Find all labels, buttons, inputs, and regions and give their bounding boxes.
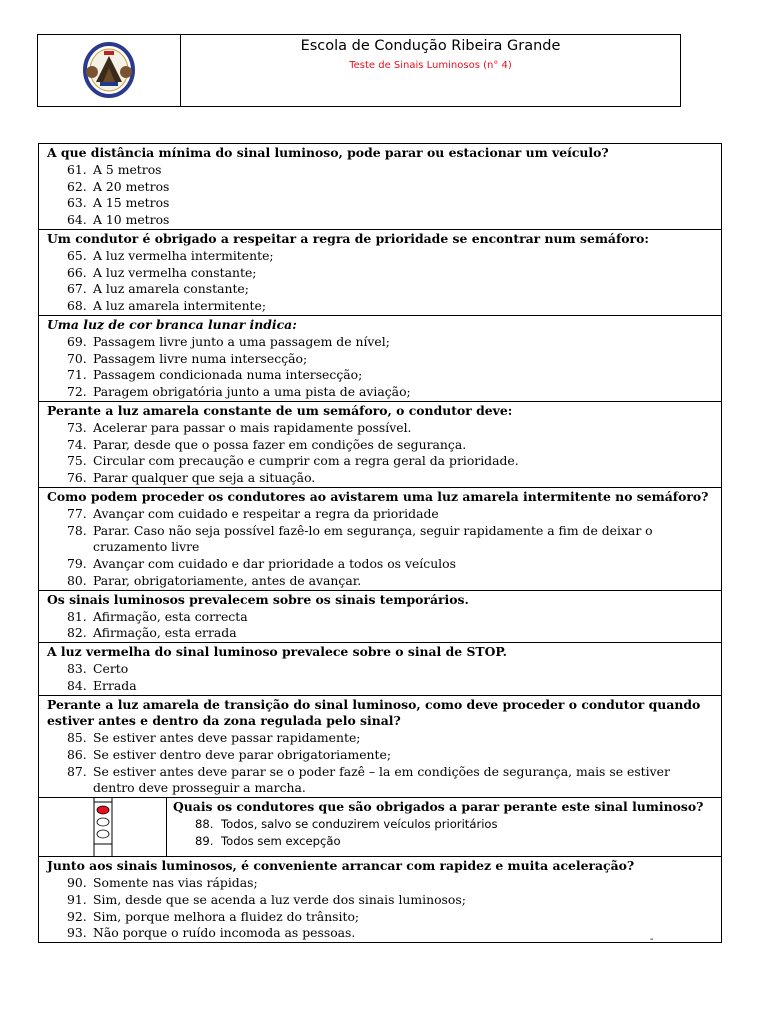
option-number: 64. (67, 212, 87, 228)
option-number: 73. (67, 419, 87, 435)
option-text: Passagem livre junto a uma passagem de nível; (93, 333, 390, 349)
option-text: A luz vermelha intermitente; (93, 247, 274, 263)
answer-option[interactable] (47, 334, 721, 351)
answer-option[interactable] (47, 248, 721, 265)
option-text: A luz vermelha constante; (93, 264, 257, 280)
option-number: 87. (67, 763, 87, 779)
question-text: Junto aos sinais luminosos, é conveniente arrancar com rapidez e muita aceleração? (47, 858, 635, 874)
option-number: 69. (67, 333, 87, 349)
option-text: Sim, desde que se acenda a luz verde dos sinais luminosos; (93, 891, 466, 907)
option-text: Afirmação, esta errada (93, 625, 237, 641)
answer-option[interactable] (47, 609, 721, 626)
footer-mark: - (650, 934, 654, 945)
answer-option[interactable] (47, 212, 721, 229)
option-text: Parar, obrigatoriamente, antes de avançar. (93, 572, 362, 588)
question-text: Um condutor é obrigado a respeitar a regra de prioridade se encontrar num semáforo: (47, 230, 649, 246)
option-text: Não porque o ruído incomoda as pessoas. (93, 925, 356, 941)
option-text: Avançar com cuidado e dar prioridade a todos os veículos (93, 556, 456, 572)
answer-option[interactable] (47, 747, 721, 764)
answer-option[interactable] (47, 265, 721, 282)
answer-option[interactable] (47, 661, 721, 678)
option-text: A 15 metros (93, 195, 170, 211)
question-content (167, 798, 721, 856)
option-number: 75. (67, 453, 87, 469)
answer-option[interactable] (47, 573, 721, 590)
header-box (37, 34, 681, 107)
question-block (39, 591, 721, 643)
test-subtitle: Teste de Sinais Luminosos (n° 4) (349, 60, 512, 71)
answer-option[interactable] (47, 179, 721, 196)
question-block (39, 402, 721, 488)
answer-option[interactable] (47, 875, 721, 892)
question-text: A que distância mínima do sinal luminoso, pode parar ou estacionar um veículo? (47, 145, 609, 160)
option-number: 80. (67, 572, 87, 588)
question-block (39, 144, 721, 230)
school-name: Escola de Condução Ribeira Grande (300, 38, 561, 54)
option-number: 85. (67, 730, 87, 746)
traffic-light-cell (39, 798, 167, 856)
option-number: 92. (67, 908, 87, 924)
question-block (39, 696, 721, 799)
option-number: 62. (67, 178, 87, 194)
option-text: Se estiver dentro deve parar obrigatoriamente; (93, 746, 392, 762)
option-text: Somente nas vias rápidas; (93, 875, 258, 891)
question-text: Quais os condutores que são obrigados a parar perante este sinal luminoso? (173, 799, 704, 815)
answer-option[interactable] (47, 420, 721, 437)
option-text: Errada (93, 677, 137, 693)
option-text: A 5 metros (93, 161, 162, 177)
option-text: Certo (93, 660, 129, 676)
option-text: Circular com precaução e cumprir com a regra geral da prioridade. (93, 453, 519, 469)
question-text: A luz vermelha do sinal luminoso prevalece sobre o sinal de STOP. (47, 644, 507, 660)
answer-option[interactable] (47, 384, 721, 401)
option-text: Acelerar para passar o mais rapidamente possível. (93, 419, 412, 435)
option-text: Sim, porque melhora a fluidez do trânsito; (93, 908, 360, 924)
answer-option[interactable] (47, 730, 721, 747)
option-number: 93. (67, 925, 87, 941)
question-block (39, 316, 721, 402)
quiz-table (38, 143, 722, 943)
option-number: 63. (67, 195, 87, 211)
option-number: 86. (67, 746, 87, 762)
option-number: 81. (67, 608, 87, 624)
option-number: 88. (195, 817, 214, 832)
option-number: 66. (67, 264, 87, 280)
option-text: A 20 metros (93, 178, 170, 194)
option-text: Paragem obrigatória junto a uma pista de aviação; (93, 384, 411, 400)
question-block (39, 230, 721, 316)
answer-option[interactable] (47, 195, 721, 212)
question-text: Os sinais luminosos prevalecem sobre os sinais temporários. (47, 591, 469, 607)
option-number: 74. (67, 436, 87, 452)
option-text: A luz amarela constante; (93, 281, 249, 297)
option-number: 89. (195, 833, 214, 848)
option-number: 83. (67, 660, 87, 676)
answer-option[interactable] (47, 625, 721, 642)
option-number: 65. (67, 247, 87, 263)
option-text: Parar qualquer que seja a situação. (93, 470, 316, 486)
answer-option[interactable] (173, 816, 721, 833)
option-number: 77. (67, 505, 87, 521)
option-number: 61. (67, 161, 87, 177)
school-crest-logo (78, 42, 140, 100)
answer-option[interactable] (47, 367, 721, 384)
option-number: 72. (67, 384, 87, 400)
option-text: Avançar com cuidado e respeitar a regra da prioridade (93, 505, 439, 521)
traffic-light-red-icon (86, 798, 120, 856)
question-text: Perante a luz amarela constante de um semáforo, o condutor deve: (47, 402, 513, 418)
option-number: 76. (67, 470, 87, 486)
option-text: A luz amarela intermitente; (93, 298, 267, 314)
logo-cell (38, 35, 181, 106)
option-text: Todos, salvo se conduzirem veículos prioritários (221, 817, 498, 832)
option-number: 82. (67, 625, 87, 641)
answer-option[interactable] (47, 523, 721, 557)
answer-option[interactable] (47, 162, 721, 179)
option-number: 90. (67, 875, 87, 891)
question-text: Perante a luz amarela de transição do sinal luminoso, como deve proceder o condutor quando estiver antes e dentro da zona regulada pelo sinal? (47, 696, 701, 729)
answer-option[interactable] (47, 506, 721, 523)
question-text: Como podem proceder os condutores ao avistarem uma luz amarela intermitente no semáforo? (47, 488, 709, 504)
answer-option[interactable] (47, 470, 721, 487)
answer-option[interactable] (47, 678, 721, 695)
option-number: 91. (67, 891, 87, 907)
option-text: Passagem livre numa intersecção; (93, 350, 308, 366)
answer-option[interactable] (47, 298, 721, 315)
question-text: Uma luz de cor branca lunar indica: (47, 316, 297, 332)
question-block (39, 857, 721, 942)
answer-option[interactable] (47, 764, 721, 798)
option-number: 78. (67, 522, 87, 538)
question-block-with-image (39, 798, 721, 857)
option-text: Todos sem excepção (221, 833, 341, 848)
answer-option[interactable] (173, 833, 721, 850)
title-cell (181, 35, 680, 106)
question-block (39, 643, 721, 695)
option-number: 71. (67, 367, 87, 383)
option-text: Afirmação, esta correcta (93, 608, 248, 624)
answer-option[interactable] (47, 351, 721, 368)
option-text: Parar. Caso não seja possível fazê-lo em segurança, seguir rapidamente a fim de deixar o cruzamento livre (93, 522, 653, 555)
option-number: 70. (67, 350, 87, 366)
answer-option[interactable] (47, 437, 721, 454)
option-text: Se estiver antes deve parar se o poder fazê – la em condições de segurança, mais se estiver dentro deve prosseguir a marcha. (93, 763, 670, 796)
option-text: Passagem condicionada numa intersecção; (93, 367, 363, 383)
answer-option[interactable] (47, 556, 721, 573)
answer-option[interactable] (47, 281, 721, 298)
option-text: A 10 metros (93, 212, 170, 228)
option-text: Parar, desde que o possa fazer em condições de segurança. (93, 436, 467, 452)
option-number: 79. (67, 556, 87, 572)
answer-option[interactable] (47, 453, 721, 470)
option-number: 84. (67, 677, 87, 693)
answer-option[interactable] (47, 892, 721, 909)
answer-option[interactable] (47, 909, 721, 926)
option-number: 68. (67, 298, 87, 314)
answer-option[interactable] (47, 925, 721, 942)
option-number: 67. (67, 281, 87, 297)
question-block (39, 488, 721, 591)
option-text: Se estiver antes deve passar rapidamente; (93, 730, 361, 746)
